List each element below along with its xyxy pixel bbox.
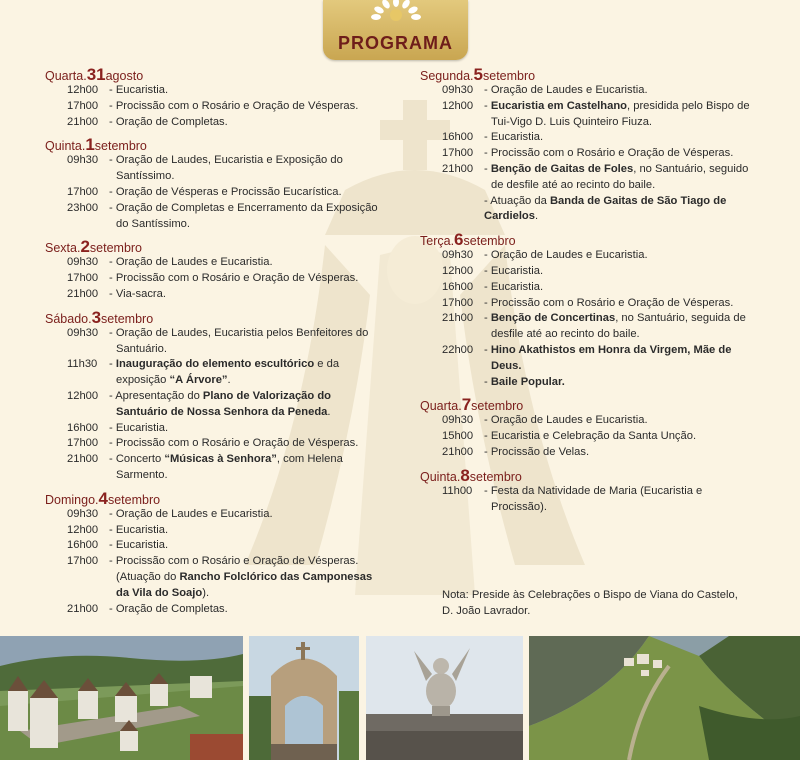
page-title: PROGRAMA <box>338 33 453 53</box>
schedule-item <box>45 357 380 389</box>
event-highlight: Benção de Gaitas de Foles <box>490 162 634 175</box>
event-highlight: “A Árvore” <box>169 374 228 387</box>
event-time: 12h00 <box>67 523 99 536</box>
day-month: setembro <box>107 492 161 507</box>
schedule-item <box>45 99 380 115</box>
day-heading <box>45 136 380 153</box>
event-description <box>109 255 380 271</box>
event-description <box>484 484 755 516</box>
arch-gate-photo <box>249 636 359 760</box>
event-text: - Eucaristia. <box>109 539 169 552</box>
event-text: - <box>484 162 491 175</box>
event-description <box>484 146 755 162</box>
day-block <box>420 231 755 390</box>
schedule-item <box>420 484 755 516</box>
day-num: 6 <box>454 230 464 250</box>
event-text: - Festa da Natividade de Maria (Eucaristia e Procissão). <box>484 484 703 513</box>
day-block <box>45 309 380 484</box>
event-description <box>109 271 380 287</box>
day-num: 4 <box>98 488 108 508</box>
day-num: 31 <box>86 65 106 84</box>
event-time: 21h00 <box>67 287 99 300</box>
event-text: . <box>227 374 231 387</box>
day-weekday: Segunda. <box>420 69 474 83</box>
event-text: - Eucaristia. <box>109 421 169 434</box>
schedule-item <box>45 389 380 421</box>
event-time: 17h00 <box>67 437 99 450</box>
event-text: - Eucaristia. <box>484 280 544 293</box>
event-description <box>109 201 380 233</box>
schedule-item <box>420 264 755 280</box>
flower-icon <box>371 0 421 24</box>
event-text: - Procissão de Velas. <box>484 445 590 458</box>
event-description <box>484 280 755 296</box>
day-heading <box>45 66 380 83</box>
event-time: 09h30 <box>67 507 99 520</box>
event-description <box>109 83 380 99</box>
event-description <box>109 185 380 201</box>
event-time: 21h00 <box>67 115 99 128</box>
event-description <box>484 311 755 343</box>
day-block <box>45 490 380 618</box>
photo-strip <box>0 636 800 760</box>
event-description <box>109 602 380 618</box>
event-description <box>484 296 755 312</box>
schedule-item <box>45 185 380 201</box>
event-description <box>484 413 755 429</box>
event-description <box>484 83 755 99</box>
day-weekday: Domingo. <box>45 492 99 507</box>
event-time: 21h00 <box>442 162 474 175</box>
event-time: 21h00 <box>67 453 99 466</box>
event-time: 21h00 <box>442 312 474 325</box>
event-text: - <box>484 99 491 112</box>
event-time: 15h00 <box>442 430 474 443</box>
day-month: setembro <box>469 469 522 484</box>
event-text: - Oração de Laudes e Eucaristia. <box>484 414 648 427</box>
event-text: - Oração de Completas. <box>109 602 228 615</box>
day-num: 2 <box>80 237 90 257</box>
event-text: - Oração de Completas e Encerramento da Exposição do Santíssimo. <box>109 201 378 230</box>
valley-village-photo <box>529 636 800 760</box>
event-text: - Oração de Laudes, Eucaristia e Exposição do Santíssimo. <box>109 154 343 183</box>
event-description <box>484 248 755 264</box>
event-description <box>484 445 755 461</box>
schedule-item <box>420 311 755 343</box>
event-text: - Atuação da <box>484 194 550 207</box>
event-time: 09h30 <box>442 84 474 96</box>
event-highlight: Baile Popular. <box>490 375 565 388</box>
schedule-item <box>45 326 380 358</box>
event-time: 12h00 <box>442 99 474 112</box>
event-description <box>484 162 755 194</box>
event-time: 09h30 <box>442 414 474 427</box>
event-time: 09h30 <box>67 256 99 269</box>
event-description <box>109 389 380 421</box>
event-text: - Oração de Vésperas e Procissão Eucarística. <box>109 185 342 198</box>
schedule-item <box>420 162 755 194</box>
event-text: - Eucaristia. <box>484 264 544 277</box>
event-text: , no Santuário, seguido de desfile até ao recinto do baile. <box>491 162 749 191</box>
day-num: 3 <box>91 307 102 327</box>
event-text: - Eucaristia. <box>109 84 169 96</box>
event-description <box>109 554 380 601</box>
day-month: setembro <box>94 139 147 154</box>
schedule-item <box>45 452 380 484</box>
day-weekday: Quinta. <box>45 139 86 154</box>
event-description <box>484 264 755 280</box>
day-num: 5 <box>473 65 483 84</box>
event-description <box>484 130 755 146</box>
event-time: 16h00 <box>442 280 474 293</box>
event-time: 12h00 <box>442 264 474 277</box>
event-time: 17h00 <box>67 99 99 112</box>
event-text: - Procissão com o Rosário e Oração de Vésperas. <box>109 437 359 450</box>
event-time: 16h00 <box>67 539 99 552</box>
event-time: 17h00 <box>442 147 474 160</box>
event-text: - Apresentação do <box>109 389 203 402</box>
day-weekday: Sábado. <box>45 311 92 326</box>
day-block <box>420 66 755 225</box>
event-time: 09h30 <box>442 249 474 262</box>
event-text: - Eucaristia. <box>484 131 544 144</box>
event-description <box>109 153 380 185</box>
day-heading <box>420 396 755 413</box>
event-time: 12h00 <box>67 84 99 96</box>
day-weekday: Terça. <box>420 234 455 249</box>
note-text: Nota: Preside às Celebrações o Bispo de Viana do Castelo, D. João Lavrador. <box>442 589 738 617</box>
day-month: setembro <box>463 234 516 249</box>
day-month: setembro <box>101 311 154 326</box>
right-schedule-column <box>420 66 755 521</box>
schedule-item <box>420 343 755 375</box>
schedule-item <box>45 507 380 523</box>
schedule-item <box>420 194 755 226</box>
schedule-item <box>45 201 380 233</box>
event-highlight: Hino Akathistos em Honra da Virgem, Mãe de Deus. <box>490 343 732 372</box>
day-block <box>420 396 755 460</box>
event-text: - Procissão com o Rosário e Oração de Vésperas. <box>484 147 734 160</box>
event-highlight: Inauguração do elemento escultórico <box>115 358 315 371</box>
schedule-item <box>45 153 380 185</box>
schedule-item <box>420 130 755 146</box>
day-heading <box>45 490 380 507</box>
day-weekday: Quinta. <box>420 469 461 484</box>
event-time: 17h00 <box>67 555 99 568</box>
event-text: , com Helena Sarmento. <box>116 453 343 481</box>
day-heading <box>420 66 755 83</box>
day-heading <box>45 238 380 255</box>
event-description <box>484 99 755 131</box>
schedule-item <box>45 436 380 452</box>
event-text: - Procissão com o Rosário e Oração de Vésperas. (Atuação do <box>109 555 359 583</box>
schedule-item <box>420 248 755 264</box>
day-month: setembro <box>471 399 524 414</box>
event-text: - Oração de Laudes e Eucaristia. <box>109 507 273 520</box>
day-block <box>45 66 380 130</box>
event-time: 17h00 <box>67 185 99 198</box>
event-text: - Procissão com o Rosário e Oração de Vésperas. <box>484 296 734 309</box>
event-text: - Eucaristia e Celebração da Santa Unção. <box>484 430 697 443</box>
schedule-item <box>45 421 380 437</box>
event-text: - Eucaristia. <box>109 523 169 536</box>
event-text: . <box>534 210 539 223</box>
event-description <box>109 523 380 539</box>
day-heading <box>45 309 380 326</box>
event-highlight: Rancho Folclórico das Camponesas da Vila do Soajo <box>116 570 373 599</box>
header-badge <box>323 0 468 60</box>
event-description <box>109 507 380 523</box>
event-text: , presidida pelo Bispo de Tui-Vigo D. Luis Quinteiro Fiuza. <box>491 99 750 128</box>
schedule-item <box>45 271 380 287</box>
left-schedule-column <box>45 66 380 623</box>
schedule-item <box>420 280 755 296</box>
event-text: e da exposição <box>116 358 340 387</box>
event-description <box>484 343 755 375</box>
schedule-item <box>45 538 380 554</box>
day-month: setembro <box>483 69 536 83</box>
event-text: - Oração de Laudes e Eucaristia. <box>484 249 648 262</box>
event-text: - Oração de Laudes, Eucaristia pelos Benfeitores do Santuário. <box>109 326 369 355</box>
event-time: 11h00 <box>442 484 473 497</box>
event-text: - Oração de Completas. <box>109 115 228 128</box>
schedule-item <box>420 445 755 461</box>
event-time: 21h00 <box>67 602 99 615</box>
day-block <box>45 238 380 302</box>
angel-statue-photo <box>366 636 523 760</box>
event-time: 09h30 <box>67 154 99 167</box>
schedule-item <box>420 296 755 312</box>
day-heading <box>420 231 755 248</box>
event-text: , no Santuário, seguida de desfile até ao recinto do baile. <box>491 312 746 341</box>
event-description <box>109 115 380 131</box>
event-text: - <box>484 375 491 388</box>
day-num: 8 <box>460 465 470 485</box>
event-time: 11h30 <box>67 358 98 371</box>
event-description <box>109 326 380 358</box>
schedule-item <box>45 287 380 303</box>
event-description <box>484 194 755 226</box>
schedule-item <box>420 83 755 99</box>
event-description <box>109 421 380 437</box>
event-description <box>109 452 380 484</box>
event-text: - <box>484 312 491 325</box>
event-description <box>109 436 380 452</box>
schedule-item <box>45 554 380 601</box>
schedule-item <box>45 255 380 271</box>
event-text: - Oração de Laudes e Eucaristia. <box>484 84 648 96</box>
event-description <box>109 357 380 389</box>
day-block <box>420 467 755 516</box>
event-highlight: Banda de Gaitas de São Tiago de Cardielos <box>484 194 727 223</box>
event-time: 22h00 <box>442 343 474 356</box>
day-num: 1 <box>85 135 95 155</box>
event-text: - Oração de Laudes e Eucaristia. <box>109 256 273 269</box>
event-text: - Concerto <box>109 453 165 466</box>
event-time: 12h00 <box>67 389 99 402</box>
day-num: 7 <box>461 395 472 415</box>
event-text: - <box>484 343 491 356</box>
schedule-item <box>45 523 380 539</box>
event-description <box>109 287 380 303</box>
day-weekday: Quarta. <box>45 69 87 83</box>
event-highlight: Benção de Concertinas <box>490 312 616 325</box>
event-text: - Via-sacra. <box>109 287 166 300</box>
event-text: - Procissão com o Rosário e Oração de Vésperas. <box>109 99 359 112</box>
event-highlight: Eucaristia em Castelhano <box>490 99 628 112</box>
schedule-item <box>420 375 755 391</box>
event-highlight: Plano de Valorização do Santuário de Nossa Senhora da Peneda <box>116 389 331 418</box>
event-text: ). <box>202 586 210 599</box>
event-time: 23h00 <box>67 201 99 214</box>
event-time: 17h00 <box>67 272 99 285</box>
schedule-item <box>420 146 755 162</box>
schedule-item <box>420 429 755 445</box>
day-block <box>45 136 380 232</box>
event-highlight: “Músicas à Senhora” <box>164 453 277 466</box>
day-weekday: Quarta. <box>420 399 462 414</box>
event-text: - <box>109 358 116 371</box>
schedule-item <box>45 83 380 99</box>
event-description <box>484 375 755 391</box>
event-description <box>109 99 380 115</box>
event-time: 16h00 <box>67 421 99 434</box>
event-time: 21h00 <box>442 445 474 458</box>
event-description <box>484 429 755 445</box>
event-description <box>109 538 380 554</box>
event-time: 09h30 <box>67 326 99 339</box>
day-weekday: Sexta. <box>45 241 81 256</box>
event-text: - Procissão com o Rosário e Oração de Vésperas. <box>109 272 359 285</box>
day-month: setembro <box>89 241 143 256</box>
schedule-item <box>45 602 380 618</box>
day-heading <box>420 467 755 484</box>
event-text: . <box>327 405 331 418</box>
event-time: 17h00 <box>442 296 474 309</box>
day-month: agosto <box>105 69 144 83</box>
schedule-item <box>420 99 755 131</box>
schedule-item <box>45 115 380 131</box>
sanctuary-aerial-photo <box>0 636 243 760</box>
event-time: 16h00 <box>442 131 474 144</box>
schedule-item <box>420 413 755 429</box>
